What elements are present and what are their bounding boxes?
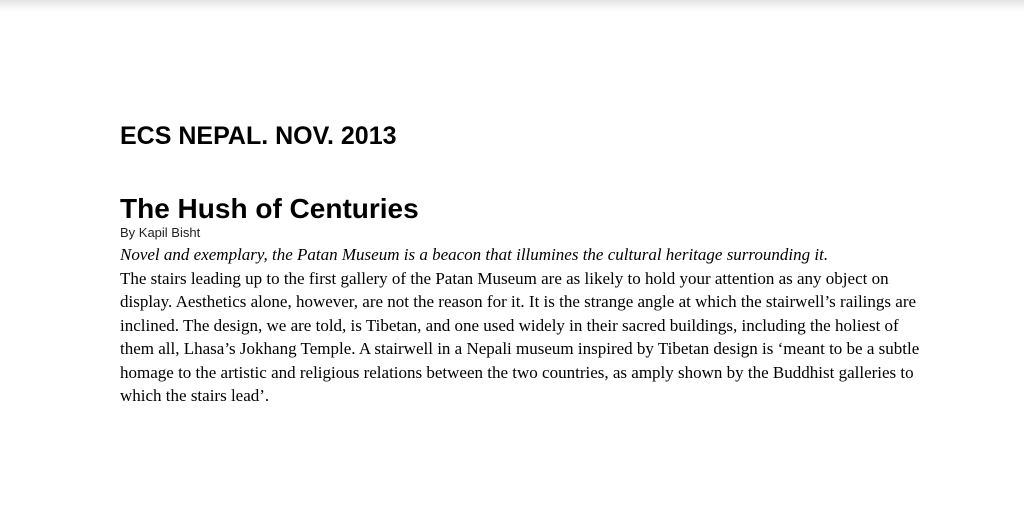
publication-header: ECS NEPAL. NOV. 2013 (120, 122, 397, 150)
article-body-paragraph: The stairs leading up to the first gallery of the Patan Museum are as likely to hold your attention as any object on display. Aesthetics alone, however, are not the reason for it. It is the strange angle at which the stairwell’s railings are inclined. The design, we are told, is Tibetan, and one used widely in their sacred buildings, including the holiest of them all, Lhasa’s Jokhang Temple. A stairwell in a Nepali museum inspired by Tibetan design is ‘meant to be a subtle homage to the artistic and religious relations between the two countries, as amply shown by the Buddhist galleries to which the stairs lead’. (120, 268, 920, 406)
article-title: The Hush of Centuries (120, 193, 419, 224)
document-content (120, 118, 920, 408)
article-standfirst: Novel and exemplary, the Patan Museum is a beacon that illumines the cultural heritage surrounding it. (120, 245, 829, 264)
article-byline: By Kapil Bisht (120, 225, 201, 240)
